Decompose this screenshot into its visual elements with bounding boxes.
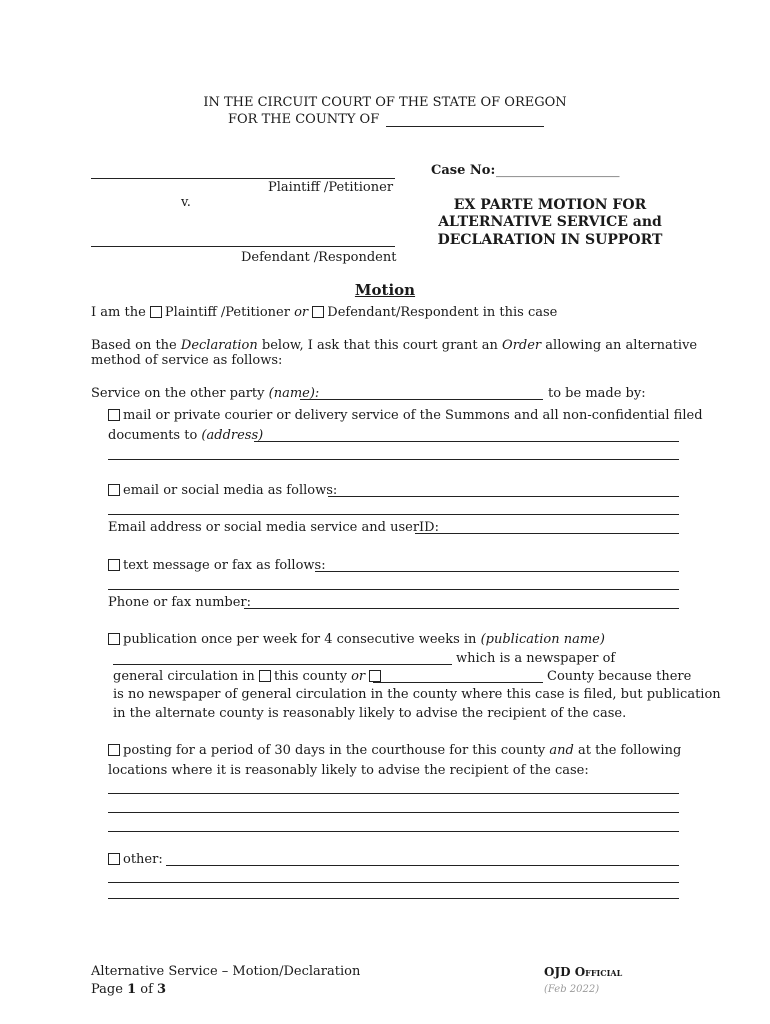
ojd-official-label: OJD Official — [544, 965, 623, 979]
address-line-2[interactable] — [108, 459, 679, 460]
email-label: email or social media as follows: — [123, 483, 338, 498]
posting-label-2: at the following — [578, 743, 682, 758]
court-heading-line2: FOR THE COUNTY OF — [228, 112, 380, 127]
mail-row2 — [108, 428, 263, 444]
footer-page-number — [91, 982, 166, 998]
address-line-1[interactable] — [254, 441, 679, 442]
other-label: other: — [123, 852, 163, 867]
phone-label: Phone or fax number: — [108, 595, 252, 610]
form-title-line3: DECLARATION IN SUPPORT — [437, 232, 663, 248]
text-line-2[interactable] — [108, 589, 679, 590]
based-on-declaration: Declaration — [180, 338, 258, 353]
pub-or-label: or — [351, 669, 366, 684]
other-line-a[interactable] — [166, 865, 679, 866]
page-prefix: Page — [91, 982, 123, 997]
county-blank-line[interactable] — [386, 126, 544, 127]
phone-line[interactable] — [244, 608, 679, 609]
plaintiff-label: Plaintiff /Petitioner — [268, 180, 394, 195]
other-row — [108, 852, 163, 868]
posting-line-b[interactable] — [108, 812, 679, 813]
pub-label: publication once per week for 4 consecutive weeks in — [123, 632, 477, 647]
posting-checkbox[interactable] — [108, 744, 120, 756]
email-line-1[interactable] — [328, 496, 679, 497]
email-line-2[interactable] — [108, 514, 679, 515]
versus-label: v. — [181, 195, 191, 210]
court-heading-line1: IN THE CIRCUIT COURT OF THE STATE OF OREGON — [203, 95, 567, 110]
pub-gen-circ-row — [113, 669, 384, 685]
iam-row — [91, 305, 557, 321]
defendant-checkbox[interactable] — [312, 306, 324, 318]
service-on-label: Service on the other party — [91, 386, 265, 401]
publication-name-line[interactable] — [113, 664, 452, 665]
other-line-c[interactable] — [108, 898, 679, 899]
other-line-b[interactable] — [108, 882, 679, 883]
pub-row — [108, 632, 605, 648]
mail-row — [108, 408, 703, 424]
based-on-text-1: Based on the — [91, 338, 177, 353]
iam-or: or — [294, 305, 309, 320]
posting-label: posting for a period of 30 days in the courthouse for this county — [123, 743, 546, 758]
service-name-label: (name): — [268, 386, 320, 401]
mail-address-label: (address) — [201, 428, 264, 443]
posting-line-a[interactable] — [108, 793, 679, 794]
other-county-checkbox[interactable] — [369, 670, 381, 682]
pub-gen-circ-label: general circulation in — [113, 669, 255, 684]
publication-checkbox[interactable] — [108, 633, 120, 645]
mail-label: mail or private courier or delivery service of the Summons and all non-confidential filed — [123, 408, 703, 423]
defendant-name-line[interactable] — [91, 246, 395, 247]
plaintiff-checkbox[interactable] — [150, 306, 162, 318]
text-checkbox[interactable] — [108, 559, 120, 571]
based-on-line2: method of service as follows: — [91, 353, 283, 368]
email-checkbox[interactable] — [108, 484, 120, 496]
posting-row — [108, 743, 681, 759]
pub-line3: is no newspaper of general circulation in the county where this case is filed, but publication — [113, 687, 721, 702]
service-on-row — [91, 386, 319, 402]
defendant-label: Defendant /Respondent — [241, 250, 397, 265]
text-row — [108, 558, 326, 574]
pub-which-label: which is a newspaper of — [456, 651, 616, 666]
party-name-line[interactable] — [300, 399, 543, 400]
based-on-text-3: allowing an alternative — [545, 338, 698, 353]
text-line-1[interactable] — [315, 571, 679, 572]
text-label: text message or fax as follows: — [123, 558, 326, 573]
based-on-order: Order — [502, 338, 542, 353]
based-on-line1 — [91, 338, 697, 354]
pub-name-label: (publication name) — [480, 632, 605, 647]
posting-and: and — [549, 743, 574, 758]
case-no-label: Case No: — [431, 163, 496, 178]
to-be-made-label: to be made by: — [548, 386, 646, 401]
pub-line4: in the alternate county is reasonably likely to advise the recipient of the case. — [113, 706, 627, 721]
form-title-line2: ALTERNATIVE SERVICE and — [438, 214, 662, 230]
plaintiff-name-line[interactable] — [91, 178, 395, 179]
other-checkbox[interactable] — [108, 853, 120, 865]
form-date-label: (Feb 2022) — [544, 984, 600, 995]
mail-documents-label: documents to — [108, 428, 198, 443]
case-no-field[interactable]: ___________________ — [496, 163, 620, 178]
form-title-line1: EX PARTE MOTION FOR — [453, 197, 647, 213]
pub-this-county-label: this county — [273, 669, 347, 684]
posting-line-c[interactable] — [108, 831, 679, 832]
page-total: 3 — [157, 982, 167, 997]
pub-county-because: County because there — [547, 669, 692, 684]
motion-heading: Motion — [354, 281, 416, 299]
page-current: 1 — [127, 982, 137, 997]
page-of: of — [140, 982, 153, 997]
iam-prefix: I am the — [91, 305, 146, 320]
iam-plaintiff-label: Plaintiff /Petitioner — [164, 305, 290, 320]
other-county-line[interactable] — [373, 682, 543, 683]
this-county-checkbox[interactable] — [259, 670, 271, 682]
iam-defendant-label: Defendant/Respondent in this case — [327, 305, 558, 320]
footer-form-name: Alternative Service – Motion/Declaration — [91, 964, 361, 979]
based-on-text-2: below, I ask that this court grant an — [261, 338, 498, 353]
posting-line2: locations where it is reasonably likely to advise the recipient of the case: — [108, 763, 589, 778]
mail-checkbox[interactable] — [108, 409, 120, 421]
email-id-line[interactable] — [415, 533, 679, 534]
email-row — [108, 483, 337, 499]
email-id-label: Email address or social media service and userID: — [108, 520, 439, 535]
